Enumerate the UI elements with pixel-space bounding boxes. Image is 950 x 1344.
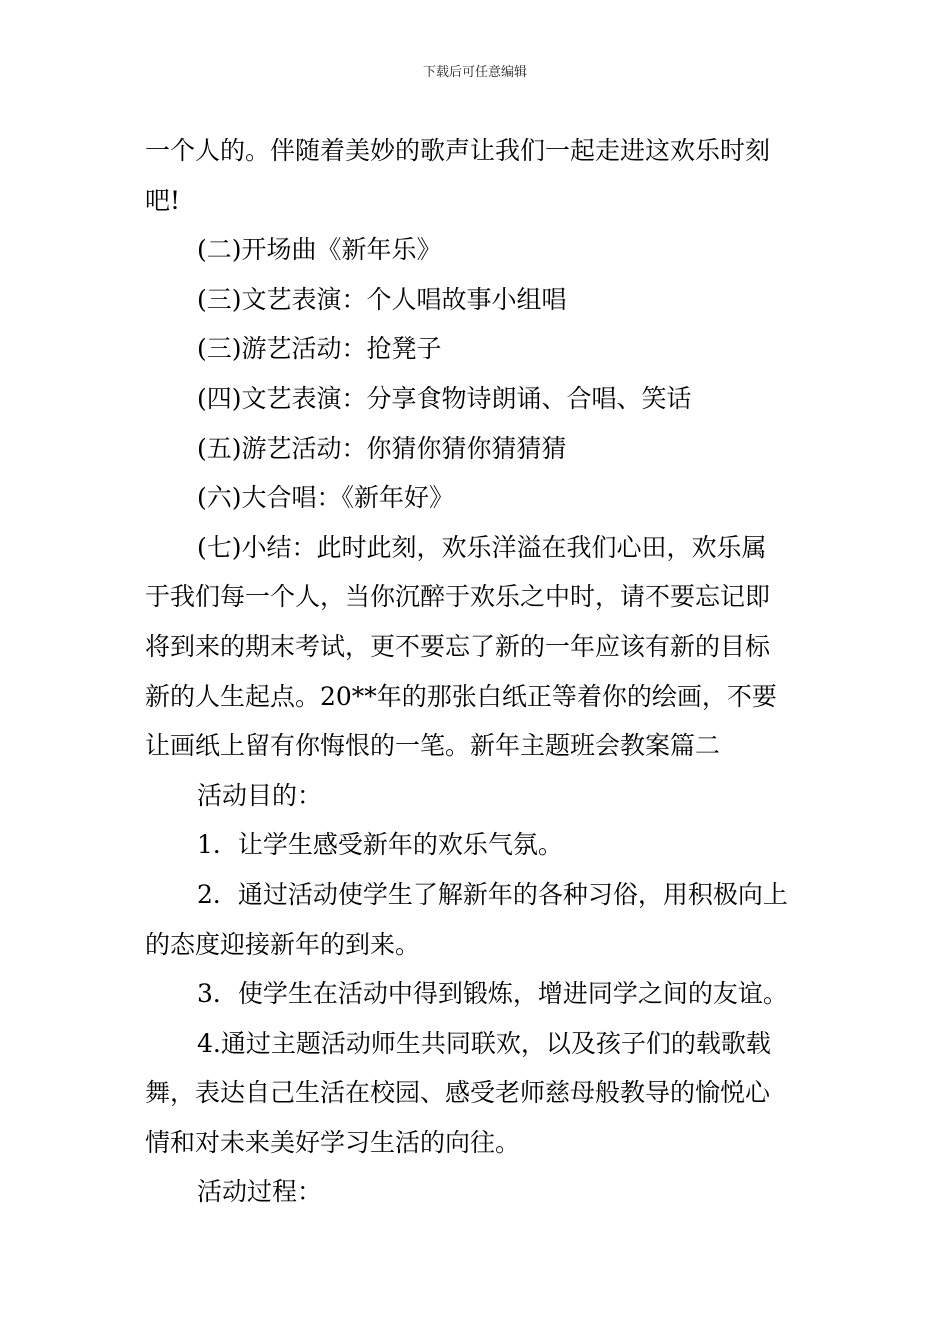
section-heading: 活动目的：	[197, 780, 323, 810]
program-item: (四)文艺表演：分享食物诗朗诵、合唱、笑话	[197, 383, 692, 413]
text-line: 情和对未来美好学习生活的向往。	[145, 1127, 521, 1157]
program-item: (二)开场曲《新年乐》	[197, 235, 442, 265]
summary-paragraph-start: (七)小结：此时此刻，欢乐洋溢在我们心田，欢乐属	[197, 532, 767, 562]
text-line: 让画纸上留有你悔恨的一笔。新年主题班会教案篇二	[145, 731, 721, 761]
goal-item: 1．让学生感受新年的欢乐气氛。	[197, 830, 563, 860]
text-line: 一个人的。伴随着美妙的歌声让我们一起走进这欢乐时刻	[145, 136, 771, 165]
document-body	[145, 126, 810, 1217]
goal-item: 3．使学生在活动中得到锻炼，增进同学之间的友谊。	[197, 979, 788, 1009]
text-line: 吧!	[145, 185, 181, 215]
program-item: (五)游艺活动：你猜你猜你猜猜猜	[197, 433, 567, 463]
program-item: (六)大合唱：《新年好》	[197, 483, 455, 513]
text-line: 舞，表达自己生活在校园、感受老师慈母般教导的愉悦心	[145, 1078, 771, 1108]
text-line: 的态度迎接新年的到来。	[145, 929, 421, 959]
program-item: (三)游艺活动：抢凳子	[197, 334, 442, 364]
text-line: 将到来的期末考试，更不要忘了新的一年应该有新的目标	[145, 631, 771, 661]
goal-item: 4.通过主题活动师生共同联欢，以及孩子们的载歌载	[197, 1028, 771, 1058]
text-line: 于我们每一个人，当你沉醉于欢乐之中时，请不要忘记即	[145, 582, 771, 612]
section-heading: 活动过程：	[197, 1177, 323, 1207]
page-header: 下载后可任意编辑	[422, 65, 527, 80]
program-item: (三)文艺表演：个人唱故事小组唱	[197, 284, 567, 314]
goal-item: 2．通过活动使学生了解新年的各种习俗，用积极向上	[197, 879, 788, 909]
text-line: 新的人生起点。20**年的那张白纸正等着你的绘画，不要	[145, 681, 777, 711]
